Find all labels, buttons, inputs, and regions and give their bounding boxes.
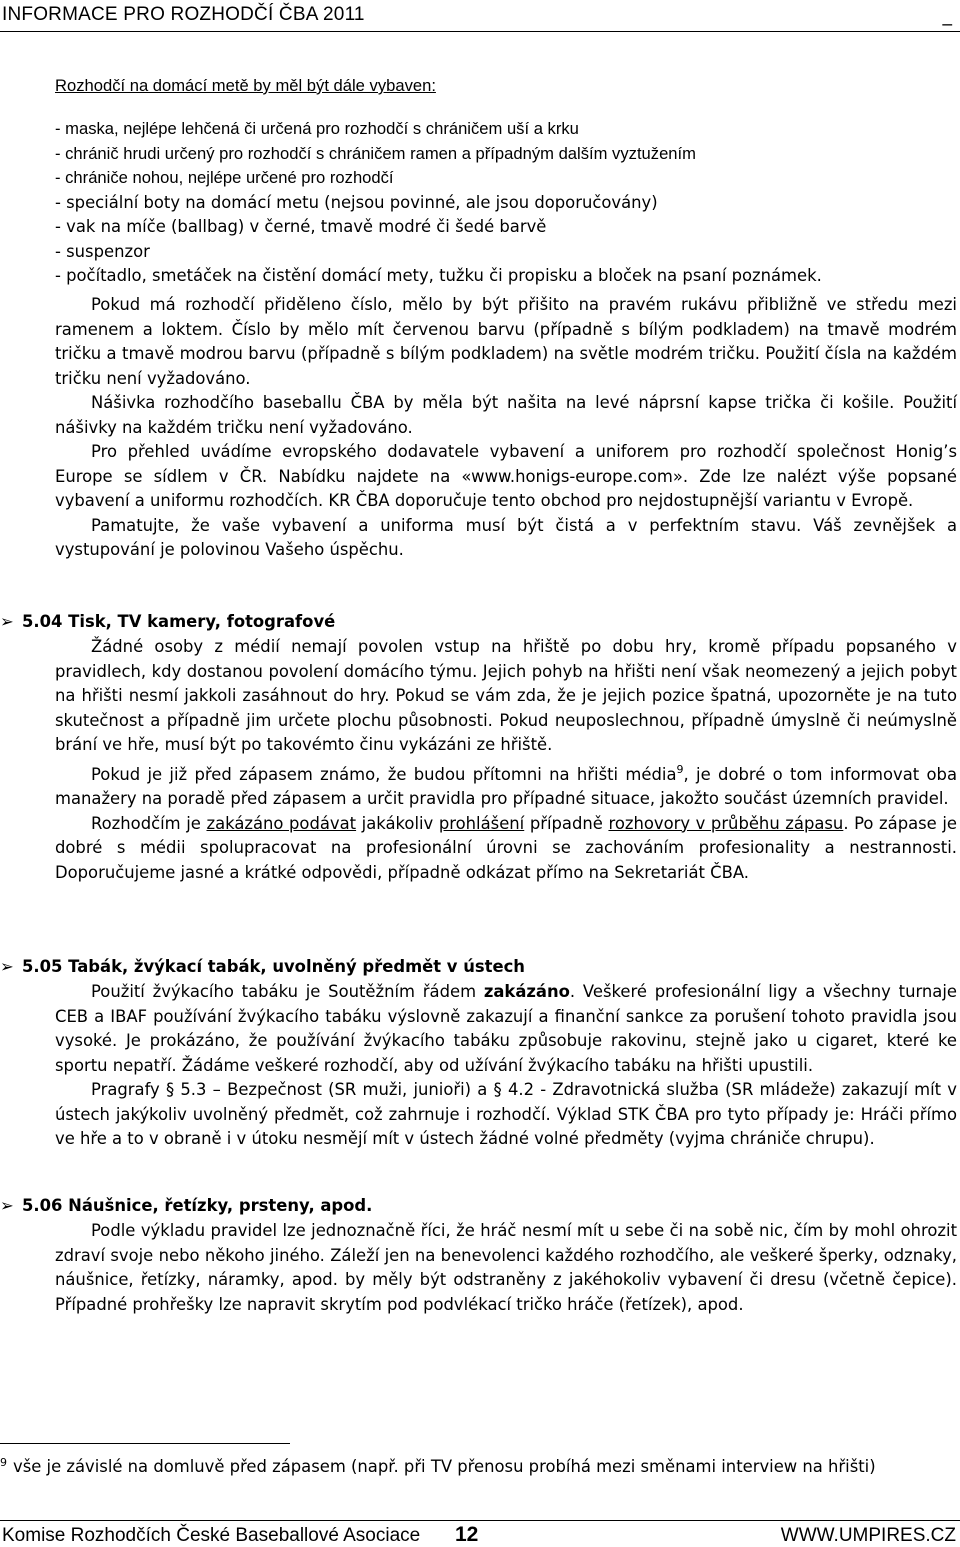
paragraph: Nášivka rozhodčího baseballu ČBA by měla být našita na levé náprsní kapse trička či košile. Použití nášivky na každém tričku není vyžadováno. — [55, 393, 957, 437]
footer-organization: Komise Rozhodčích České Baseballové Asociace — [2, 1525, 421, 1546]
paragraph-text: . Veškeré profesionální ligy a všechny turnaje CEB a IBAF používání žvýkacího tabáku výslovně zakazují a finanční sankce za porušení tohoto pravidla jsou vysoké. Je prokázáno, že používání žvýkacího tabáku způsobuje rakovinu, stejně jako u cigaret, které ke sportu nepatří. Žádáme veškeré rozhodčí, aby od užívání žvýkacího tabáku na hřišti upustili. — [55, 982, 957, 1075]
page-number: 12 — [455, 1523, 479, 1546]
footnote-separator — [0, 1443, 290, 1444]
section-heading-506 — [0, 1194, 958, 1218]
paragraph: Pro přehled uvádíme evropského dodavatele vybavení a uniforem pro rozhodčí společnost Honig’s Europe se sídlem v ČR. Nabídku najdete na «www.honigs-europe.com». Zde lze nalézt výše popsané vybavení a uniformu rozhodčích. KR ČBA doporučuje tento obchod pro nejdostupnější variantu v Evropě. — [55, 442, 957, 510]
page-footer — [0, 1520, 960, 1547]
list-item: - chrániče nohou, nejlépe určené pro rozhodčí — [55, 168, 394, 187]
footnote — [0, 1456, 876, 1476]
equipment-paragraphs — [55, 293, 957, 563]
equipment-list — [55, 117, 957, 289]
list-item: - počítadlo, smetáček na čistění domácí mety, tužku či propisku a bloček na psaní poznámek. — [55, 266, 822, 285]
paragraph — [55, 980, 957, 1078]
paragraph: Žádné osoby z médií nemají povolen vstup na hřiště po dobu hry, kromě případu popsaného v pravidlech, kdy dostanou povolení domácího týmu. Jejich pohyb na hřišti není však neomezený a jejich pobyt na hřišti nesmí jakkoli zasáhnout do hry. Pokud se vám zda, že je jejich pozice špatná, upozorněte je na tuto skutečnost a případně jim určete plochu působnosti. Pokud neuposlechnou, případně úmyslně či neúmyslně brání ve hře, musí být po takovémto činu vykázáni ze hřiště. — [55, 637, 957, 754]
footnote-text: vše je závislé na domluvě před zápasem (např. při TV přenosu probíhá mezi směnami interview na hřišti) — [13, 1457, 876, 1476]
paragraph — [55, 758, 957, 812]
equipment-heading: Rozhodčí na domácí metě by měl být dále vybaven: — [55, 76, 436, 95]
section-heading-505 — [0, 955, 958, 979]
list-item: - speciální boty na domácí metu (nejsou povinné, ale jsou doporučovány) — [55, 192, 658, 212]
list-item: - vak na míče (ballbag) v černé, tmavě modré či šedé barvě — [55, 217, 547, 236]
list-item: - maska, nejlépe lehčená či určená pro rozhodčí s chráničem uší a krku — [55, 119, 579, 138]
underlined-text: rozhovory v průběhu zápasu — [608, 813, 844, 833]
section-506-body — [55, 1219, 957, 1317]
section-504-body — [55, 635, 957, 885]
paragraph-text: jakákoliv — [356, 813, 439, 833]
page-header — [0, 0, 960, 32]
paragraph: Pokud má rozhodčí přiděleno číslo, mělo by být přišito na pravém rukávu přibližně ve středu mezi ramenem a loktem. Číslo by mělo mít červenou barvu (případně s bílým podkladem) na tmavě modrém tričku a tmavě modrou barvu (případně s bílým podkladem) na světle modrém tričku. Použití čísla na každém tričku není vyžadováno. — [55, 295, 957, 388]
section-title: 5.04 Tisk, TV kamery, fotografové — [22, 612, 336, 631]
underlined-text: prohlášení — [438, 813, 525, 833]
footnote-number: 9 — [0, 1456, 7, 1469]
section-heading-504 — [0, 610, 958, 634]
list-item: - chránič hrudi určený pro rozhodčí s chráničem ramen a případným dalším vyztužením — [55, 143, 696, 163]
section-505-body — [55, 980, 957, 1152]
paragraph — [55, 812, 957, 886]
section-title: 5.06 Náušnice, řetízky, prsteny, apod. — [22, 1196, 373, 1215]
arrow-bullet-icon: ➢ — [0, 1196, 14, 1215]
paragraph: Pamatujte, že vaše vybavení a uniforma musí být čistá a v perfektním stavu. Váš zevnějšek a vystupování je polovinou Vašeho úspěchu. — [55, 515, 957, 559]
header-mark: _ — [942, 4, 952, 26]
paragraph-text: Rozhodčím je — [91, 813, 207, 833]
paragraph-text: případně — [524, 813, 609, 833]
footer-website: WWW.UMPIRES.CZ — [780, 1525, 956, 1546]
paragraph: Pragrafy § 5.3 – Bezpečnost (SR muži, junioři) a § 4.2 - Zdravotnická služba (SR mládeže) zakazují mít v ústech jakýkoliv uvolněný předmět, což zahrnuje i rozhodčí. Výklad STK ČBA pro tyto případy je: Hráči přímo ve hře a to v obraně i v útoku nesmějí mít v ústech žádné volné předměty (vyjma chrániče chrupu). — [55, 1080, 957, 1148]
section-title: 5.05 Tabák, žvýkací tabák, uvolněný předmět v ústech — [22, 957, 525, 976]
bold-text: zakázáno — [483, 982, 570, 1001]
arrow-bullet-icon: ➢ — [0, 612, 14, 631]
header-title: INFORMACE PRO ROZHODČÍ ČBA 2011 — [2, 4, 365, 25]
paragraph-text: Použití žvýkacího tabáku je Soutěžním řádem — [91, 982, 484, 1001]
paragraph-text: . Po zápase je dobré s médii spolupracovat na profesionální úrovni se zachováním profesionality a nestrannosti. Doporučujeme jasné a krátké odpovědi, případně odkázat přímo na Sekretariát ČBA. — [55, 813, 957, 882]
footnote-ref: 9 — [676, 762, 684, 776]
arrow-bullet-icon: ➢ — [0, 957, 14, 976]
paragraph: Podle výkladu pravidel lze jednoznačně říci, že hráč nesmí mít u sebe či na sobě nic, čím by mohl ohrozit zdraví svoje nebo někoho jiného. Záleží jen na benevolenci každého rozhodčího, ale veškeré šperky, odznaky, náušnice, řetízky, náramky, apod. by měly být odstraněny z jakéhokoliv vybavení či dresu (včetně čepice). Případné prohřešky lze napravit skrytím pod podvlékací tričko hráče (řetízek), apod. — [55, 1221, 957, 1314]
equipment-heading-block — [55, 74, 957, 99]
underlined-text: zakázáno podávat — [206, 813, 357, 833]
paragraph-text: Pokud je již před zápasem známo, že budou přítomni na hřišti média — [91, 764, 677, 784]
paragraph-text: , je dobré o tom informovat oba manažery na poradě před zápasem a určit pravidla pro případné situace, jakožto součást územních pravidel. — [55, 764, 957, 808]
list-item: - suspenzor — [55, 241, 150, 261]
